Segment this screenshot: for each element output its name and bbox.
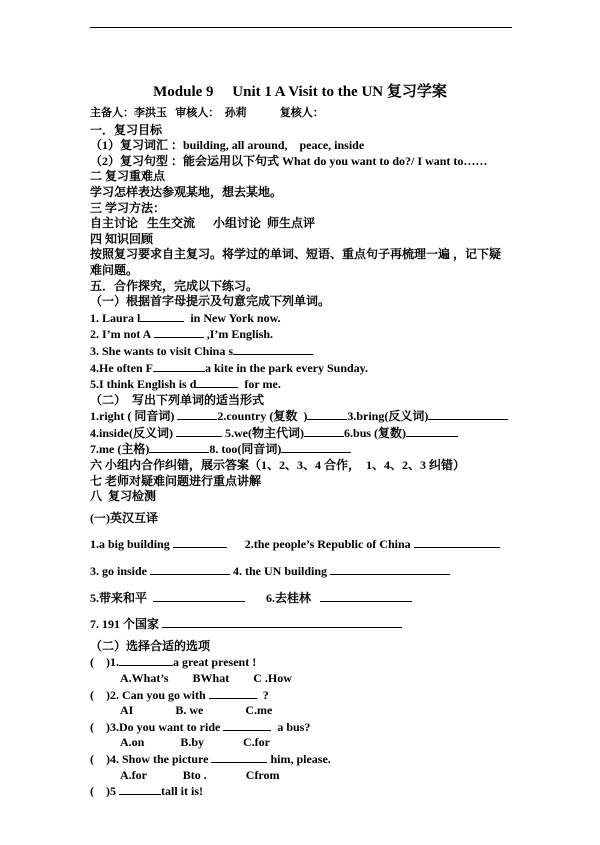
forms-row-1: 1.right ( 同音词) 2.country (复数 ) 3.bring(反义词) [90,408,520,425]
review-sentences: （2）复习句型 ：能会运用以下句式 What do you want to do?/ I want to…… [90,153,488,168]
choice-q5: ( )5 tall it is! [90,784,203,799]
answer-blank[interactable] [173,536,227,548]
answer-blank[interactable] [162,616,402,628]
fill-q1: 1. Laura l in New York now. [90,310,281,325]
answer-blank[interactable] [119,783,161,795]
forms-row-3: 7.me (主格) 8. too(同音词) [90,441,520,458]
answer-blank[interactable] [176,425,222,437]
answer-blank[interactable] [154,326,204,338]
answer-blank[interactable] [320,590,412,602]
answer-blank[interactable] [304,425,344,437]
answer-blank[interactable] [149,441,209,453]
answer-blank[interactable] [153,360,205,372]
section-5-heading: 五．合作探究，完成以下练习。 [90,278,259,293]
answer-blank[interactable] [428,408,508,420]
answer-blank[interactable] [414,536,500,548]
answer-blank[interactable] [307,408,347,420]
forms-row-2: 4.inside(反义词) 5.we(物主代词) 6.bus (复数) [90,425,520,442]
section-2-heading: 二 复习重难点 [90,169,166,184]
answer-blank[interactable] [330,563,450,575]
choice-q2-options: AI B. we C.me [120,703,273,718]
fill-q4: 4.He often F a kite in the park every Sunday. [90,360,369,375]
worksheet-body [90,106,520,800]
choice-instruction: （二）选择合适的选项 [90,638,211,653]
section-4-body: 按照复习要求自主复习。将学过的单词、短语、重点句子再梳理一遍 ，记下疑 [90,247,502,262]
fill-q5: 5.I think English is d for me. [90,377,281,392]
answer-blank[interactable] [177,408,217,420]
part-2-instruction: （二） 写出下列单词的适当形式 [90,392,265,407]
answer-blank[interactable] [211,751,267,763]
author-line: 主备人：李洪玉 审核人： 孙莉 复核人： [90,107,324,119]
section-7: 七 老师对疑难问题进行重点讲解 [90,473,262,488]
section-3-body: 自主讨论 生生交流 小组讨论 师生点评 [90,216,316,231]
answer-blank[interactable] [150,563,230,575]
translate-row-2: 3. go inside 4. the UN building [90,563,520,580]
answer-blank[interactable] [233,343,313,355]
choice-q1: ( )1. a great present ! [90,655,257,670]
section-2-body: 学习怎样表达参观某地，想去某地。 [90,184,283,199]
fill-q3: 3. She wants to visit China s [90,343,520,360]
answer-blank[interactable] [153,590,245,602]
answer-blank[interactable] [406,425,458,437]
translate-row-4: 7. 191 个国家 [90,616,520,633]
choice-q3: ( )3.Do you want to ride a bus? [90,719,311,734]
translate-row-1: 1.a big building 2.the people’s Republic of China [90,536,520,553]
part-1-instruction: （一）根据首字母提示及句意完成下列单词。 [90,294,331,309]
choice-q3-options: A.on B.by C.for [120,735,271,750]
choice-q4-options: A.for Bto . Cfrom [120,767,280,782]
section-4-body-cont: 难问题。 [90,262,139,277]
top-rule [90,27,512,28]
section-8-heading: 八 复习检测 [90,489,157,504]
section-1-heading: 一．复习目标 [90,122,163,137]
review-vocabulary: （1）复习词汇 ：building, all around, peace, inside [90,138,365,153]
fill-q2: 2. I’m not A ,I’m English. [90,327,274,342]
page-title: Module 9 Unit 1 A Visit to the UN 复习学案 [153,84,447,100]
answer-blank[interactable] [223,719,271,731]
answer-blank[interactable] [196,376,238,388]
choice-q4: ( )4. Show the picture him, please. [90,751,331,766]
answer-blank[interactable] [140,310,184,322]
translate-instruction: (一)英汉互译 [90,510,158,525]
answer-blank[interactable] [209,687,257,699]
answer-blank[interactable] [119,654,173,666]
choice-q1-options: A.What’s BWhat C .How [120,671,292,685]
translate-row-3: 5.带来和平 6.去桂林 [90,590,520,607]
choice-q2: ( )2. Can you go with ? [90,687,269,702]
section-3-heading: 三 学习方法： [90,200,166,215]
answer-blank[interactable] [281,441,351,453]
section-4-heading: 四 知识回顾 [90,231,154,246]
section-6: 六 小组内合作纠错，展示答案（1、2、3、4 合作， 1、4、2、3 纠错） [90,458,466,473]
